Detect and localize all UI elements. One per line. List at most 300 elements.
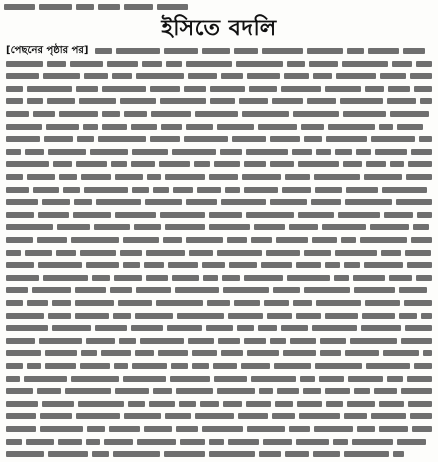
word-placeholder	[384, 212, 413, 218]
word-placeholder	[172, 149, 216, 155]
word-placeholder	[352, 439, 393, 445]
word-placeholder	[336, 73, 376, 79]
word-placeholder	[228, 439, 259, 445]
word-placeholder	[309, 61, 338, 67]
word-placeholder	[410, 73, 432, 79]
word-placeholder	[404, 300, 432, 306]
word-placeholder	[209, 451, 255, 457]
word-placeholder	[365, 86, 384, 92]
word-placeholder	[102, 111, 120, 117]
word-placeholder	[244, 187, 278, 193]
word-placeholder	[115, 212, 156, 218]
word-placeholder	[251, 376, 296, 382]
word-placeholder	[166, 61, 182, 67]
word-placeholder	[6, 111, 29, 117]
word-placeholder	[6, 325, 48, 331]
word-placeholder	[223, 401, 242, 407]
word-placeholder	[421, 313, 432, 319]
word-placeholder	[6, 275, 39, 281]
word-placeholder	[123, 237, 159, 243]
word-placeholder	[96, 199, 141, 205]
word-placeholder	[39, 4, 72, 10]
word-placeholder	[6, 98, 23, 104]
word-placeholder	[277, 388, 299, 394]
word-placeholder	[81, 174, 111, 180]
word-placeholder	[412, 426, 432, 432]
word-placeholder	[98, 136, 146, 142]
word-placeholder	[4, 4, 35, 10]
word-placeholder	[234, 300, 260, 306]
word-placeholder	[71, 237, 119, 243]
word-placeholder	[307, 48, 343, 54]
word-placeholder	[6, 224, 53, 230]
word-placeholder	[390, 161, 404, 167]
word-placeholder	[267, 313, 292, 319]
word-placeholder	[325, 262, 340, 268]
word-placeholder	[92, 451, 109, 457]
word-placeholder	[27, 363, 41, 369]
word-placeholder	[393, 451, 404, 457]
word-placeholder	[94, 224, 130, 230]
word-placeholder	[220, 149, 242, 155]
word-placeholder	[307, 98, 336, 104]
word-placeholder	[59, 111, 98, 117]
word-placeholder	[47, 98, 75, 104]
word-placeholder	[75, 300, 114, 306]
word-placeholder	[146, 250, 185, 256]
word-placeholder	[403, 48, 425, 54]
word-placeholder	[281, 86, 321, 92]
word-placeholder	[6, 212, 34, 218]
word-placeholder	[73, 212, 111, 218]
word-placeholder	[298, 161, 339, 167]
word-placeholder	[320, 338, 346, 344]
word-placeholder	[186, 61, 232, 67]
word-placeholder	[261, 262, 292, 268]
word-placeholder	[110, 287, 132, 293]
word-placeholder	[112, 73, 132, 79]
word-placeholder	[301, 124, 324, 130]
word-placeholder	[113, 313, 131, 319]
word-placeholder	[366, 161, 386, 167]
word-placeholder	[347, 401, 375, 407]
word-placeholder	[232, 136, 266, 142]
word-placeholder	[315, 187, 342, 193]
word-placeholder	[48, 313, 71, 319]
word-placeholder	[38, 212, 69, 218]
word-placeholder	[6, 199, 38, 205]
word-placeholder	[180, 439, 205, 445]
word-placeholder	[6, 149, 21, 155]
word-placeholder	[401, 338, 432, 344]
word-placeholder	[356, 149, 371, 155]
word-placeholder	[388, 86, 410, 92]
word-placeholder	[364, 174, 402, 180]
word-placeholder	[176, 426, 198, 432]
word-placeholder	[273, 287, 300, 293]
word-placeholder	[6, 413, 36, 419]
word-placeholder	[314, 174, 360, 180]
word-placeholder	[6, 61, 43, 67]
word-placeholder	[124, 111, 147, 117]
word-placeholder	[78, 401, 124, 407]
word-placeholder	[136, 73, 184, 79]
word-placeholder	[344, 413, 367, 419]
word-placeholder	[370, 224, 409, 230]
word-placeholder	[258, 124, 297, 130]
word-placeholder	[83, 124, 98, 130]
word-placeholder	[405, 325, 432, 331]
word-placeholder	[27, 174, 55, 180]
word-placeholder	[390, 111, 429, 117]
word-placeholder	[366, 363, 410, 369]
word-placeholder	[343, 161, 362, 167]
word-placeholder	[75, 287, 106, 293]
word-placeholder	[381, 250, 401, 256]
word-placeholder	[131, 325, 163, 331]
word-placeholder	[416, 61, 432, 67]
word-placeholder	[210, 98, 235, 104]
word-placeholder	[214, 161, 240, 167]
word-placeholder	[379, 401, 404, 407]
word-placeholder	[70, 61, 103, 67]
word-placeholder	[217, 250, 262, 256]
word-placeholder	[26, 439, 54, 445]
word-placeholder	[244, 275, 283, 281]
word-placeholder	[311, 199, 341, 205]
word-placeholder	[304, 136, 322, 142]
word-placeholder	[408, 401, 432, 407]
word-placeholder	[57, 224, 90, 230]
word-placeholder	[247, 350, 279, 356]
word-placeholder	[188, 73, 217, 79]
word-placeholder	[344, 451, 389, 457]
word-placeholder	[200, 401, 219, 407]
word-placeholder	[313, 451, 340, 457]
word-placeholder	[383, 350, 419, 356]
word-placeholder	[164, 48, 198, 54]
word-placeholder	[222, 275, 240, 281]
word-placeholder	[158, 350, 188, 356]
word-placeholder	[59, 174, 77, 180]
word-placeholder	[207, 300, 230, 306]
word-placeholder	[40, 413, 72, 419]
word-placeholder	[326, 401, 343, 407]
word-placeholder	[316, 149, 331, 155]
word-placeholder	[328, 124, 375, 130]
word-placeholder	[25, 149, 44, 155]
word-placeholder	[379, 426, 408, 432]
word-placeholder	[354, 388, 370, 394]
word-placeholder	[194, 161, 210, 167]
word-placeholder	[102, 124, 127, 130]
word-placeholder	[244, 338, 266, 344]
word-placeholder	[42, 199, 70, 205]
word-placeholder	[365, 300, 400, 306]
word-placeholder	[338, 212, 380, 218]
word-placeholder	[102, 86, 146, 92]
word-placeholder	[195, 111, 238, 117]
word-placeholder	[239, 98, 268, 104]
word-placeholder	[27, 86, 72, 92]
word-placeholder	[287, 61, 305, 67]
word-placeholder	[341, 237, 356, 243]
word-placeholder	[6, 439, 22, 445]
word-placeholder	[6, 338, 35, 344]
word-placeholder	[177, 313, 224, 319]
word-placeholder	[234, 48, 258, 54]
word-placeholder	[48, 149, 86, 155]
word-placeholder	[209, 439, 224, 445]
word-placeholder	[221, 73, 243, 79]
word-placeholder	[150, 136, 180, 142]
word-placeholder	[107, 61, 138, 67]
word-placeholder	[156, 300, 203, 306]
word-placeholder	[86, 439, 100, 445]
word-placeholder	[304, 287, 350, 293]
word-placeholder	[153, 388, 172, 394]
word-placeholder	[111, 161, 127, 167]
word-placeholder	[84, 187, 128, 193]
word-placeholder	[247, 73, 280, 79]
word-placeholder	[87, 426, 105, 432]
word-placeholder	[184, 136, 228, 142]
word-placeholder	[407, 262, 432, 268]
word-placeholder	[296, 262, 321, 268]
word-placeholder	[228, 313, 263, 319]
word-placeholder	[92, 275, 110, 281]
word-placeholder	[387, 376, 403, 382]
word-placeholder	[134, 224, 161, 230]
word-placeholder	[135, 350, 154, 356]
word-placeholder	[249, 86, 277, 92]
word-placeholder	[247, 426, 285, 432]
word-placeholder	[347, 48, 364, 54]
word-placeholder	[405, 250, 431, 256]
word-placeholder	[192, 363, 209, 369]
word-placeholder	[76, 413, 120, 419]
word-placeholder	[115, 174, 143, 180]
word-placeholder	[132, 149, 168, 155]
word-placeholder	[48, 451, 88, 457]
word-placeholder	[315, 363, 362, 369]
word-placeholder	[189, 250, 213, 256]
word-placeholder	[392, 61, 412, 67]
word-placeholder	[246, 401, 271, 407]
word-placeholder	[413, 224, 429, 230]
word-placeholder	[119, 338, 136, 344]
word-placeholder	[25, 250, 52, 256]
word-placeholder	[6, 250, 21, 256]
word-placeholder	[165, 413, 191, 419]
word-placeholder	[297, 401, 322, 407]
word-placeholder	[357, 426, 375, 432]
word-placeholder	[84, 73, 108, 79]
word-placeholder	[348, 376, 383, 382]
word-placeholder	[251, 237, 272, 243]
word-placeholder	[77, 136, 94, 142]
word-placeholder	[262, 48, 303, 54]
word-placeholder	[86, 262, 119, 268]
word-placeholder	[109, 426, 140, 432]
word-placeholder	[379, 124, 393, 130]
word-placeholder	[142, 61, 162, 67]
word-placeholder	[221, 350, 243, 356]
word-placeholder	[149, 401, 175, 407]
word-placeholder	[312, 237, 337, 243]
word-placeholder	[360, 237, 407, 243]
word-placeholder	[47, 61, 66, 67]
word-placeholder	[362, 313, 395, 319]
word-placeholder	[172, 275, 199, 281]
word-placeholder	[81, 350, 97, 356]
word-placeholder	[396, 199, 432, 205]
word-placeholder	[46, 124, 79, 130]
word-placeholder	[414, 86, 432, 92]
word-placeholder	[131, 161, 155, 167]
word-placeholder	[259, 451, 281, 457]
word-placeholder	[296, 313, 321, 319]
word-placeholder	[209, 212, 242, 218]
word-placeholder	[136, 287, 171, 293]
word-placeholder	[153, 187, 169, 193]
word-placeholder	[32, 287, 71, 293]
word-placeholder	[322, 224, 366, 230]
word-placeholder	[79, 98, 116, 104]
word-placeholder	[209, 174, 238, 180]
word-placeholder	[316, 300, 361, 306]
word-placeholder	[6, 187, 29, 193]
word-placeholder	[171, 363, 188, 369]
word-placeholder	[364, 262, 403, 268]
word-placeholder	[225, 187, 240, 193]
word-placeholder	[144, 426, 172, 432]
word-placeholder	[56, 250, 76, 256]
word-placeholder	[238, 413, 268, 419]
word-placeholder	[209, 224, 250, 230]
word-placeholder	[342, 61, 388, 67]
word-placeholder	[389, 275, 412, 281]
word-placeholder	[293, 300, 312, 306]
word-placeholder	[229, 262, 257, 268]
word-placeholder	[120, 250, 142, 256]
word-placeholder	[244, 161, 266, 167]
word-placeholder	[282, 187, 311, 193]
word-placeholder	[326, 136, 367, 142]
lead-in-bracket: [পেছনের পৃষ্ঠার পর]	[6, 45, 89, 56]
word-placeholder	[164, 451, 205, 457]
word-placeholder	[6, 287, 28, 293]
word-placeholder	[272, 98, 303, 104]
word-placeholder	[74, 199, 92, 205]
word-placeholder	[275, 401, 293, 407]
word-placeholder	[210, 86, 245, 92]
word-placeholder	[325, 388, 350, 394]
word-placeholder	[292, 149, 312, 155]
word-placeholder	[160, 212, 205, 218]
word-placeholder	[188, 338, 214, 344]
word-placeholder	[203, 275, 218, 281]
word-placeholder	[168, 262, 198, 268]
word-placeholder	[76, 161, 107, 167]
word-placeholder	[6, 376, 20, 382]
word-placeholder	[132, 187, 149, 193]
word-placeholder	[380, 73, 406, 79]
word-placeholder	[161, 124, 182, 130]
word-placeholder	[319, 376, 344, 382]
word-placeholder	[259, 388, 273, 394]
word-placeholder	[285, 451, 309, 457]
word-placeholder	[399, 313, 417, 319]
word-placeholder	[128, 401, 145, 407]
word-placeholder	[167, 325, 202, 331]
word-placeholder	[344, 262, 360, 268]
word-placeholder	[165, 224, 205, 230]
word-placeholder	[137, 439, 176, 445]
word-placeholder	[411, 149, 432, 155]
word-placeholder	[399, 287, 427, 293]
word-placeholder	[144, 262, 164, 268]
word-placeholder	[95, 48, 112, 54]
word-placeholder	[6, 73, 39, 79]
word-placeholder	[346, 187, 378, 193]
word-placeholder	[298, 212, 334, 218]
word-placeholder	[202, 48, 230, 54]
word-placeholder	[52, 300, 71, 306]
word-placeholder	[313, 73, 332, 79]
word-placeholder	[114, 275, 142, 281]
word-placeholder	[213, 363, 237, 369]
word-placeholder	[37, 237, 67, 243]
word-placeholder	[281, 325, 308, 331]
word-placeholder	[217, 388, 255, 394]
word-placeholder	[42, 401, 74, 407]
word-placeholder	[361, 325, 401, 331]
word-placeholder	[202, 426, 243, 432]
word-placeholder	[285, 174, 310, 180]
word-placeholder	[45, 350, 77, 356]
word-placeholder	[145, 199, 182, 205]
word-placeholder	[184, 86, 206, 92]
word-placeholder	[6, 237, 33, 243]
word-placeholder	[325, 86, 361, 92]
word-placeholder	[104, 439, 133, 445]
word-placeholder	[118, 300, 152, 306]
word-placeholder	[290, 338, 316, 344]
word-placeholder	[217, 124, 254, 130]
word-placeholder	[186, 124, 213, 130]
word-placeholder	[186, 199, 217, 205]
word-placeholder	[90, 149, 128, 155]
word-placeholder	[263, 439, 292, 445]
word-placeholder	[320, 350, 341, 356]
word-placeholder	[186, 237, 223, 243]
word-placeholder	[333, 439, 348, 445]
word-placeholder	[414, 363, 432, 369]
word-placeholder	[165, 174, 205, 180]
word-placeholder	[397, 439, 426, 445]
word-placeholder	[52, 325, 91, 331]
word-placeholder	[218, 338, 240, 344]
word-placeholder	[325, 313, 358, 319]
word-placeholder	[276, 237, 308, 243]
word-placeholder	[266, 250, 300, 256]
word-placeholder	[192, 350, 217, 356]
word-placeholder	[131, 124, 157, 130]
word-placeholder	[37, 388, 61, 394]
word-placeholder	[270, 338, 286, 344]
word-placeholder	[40, 426, 83, 432]
